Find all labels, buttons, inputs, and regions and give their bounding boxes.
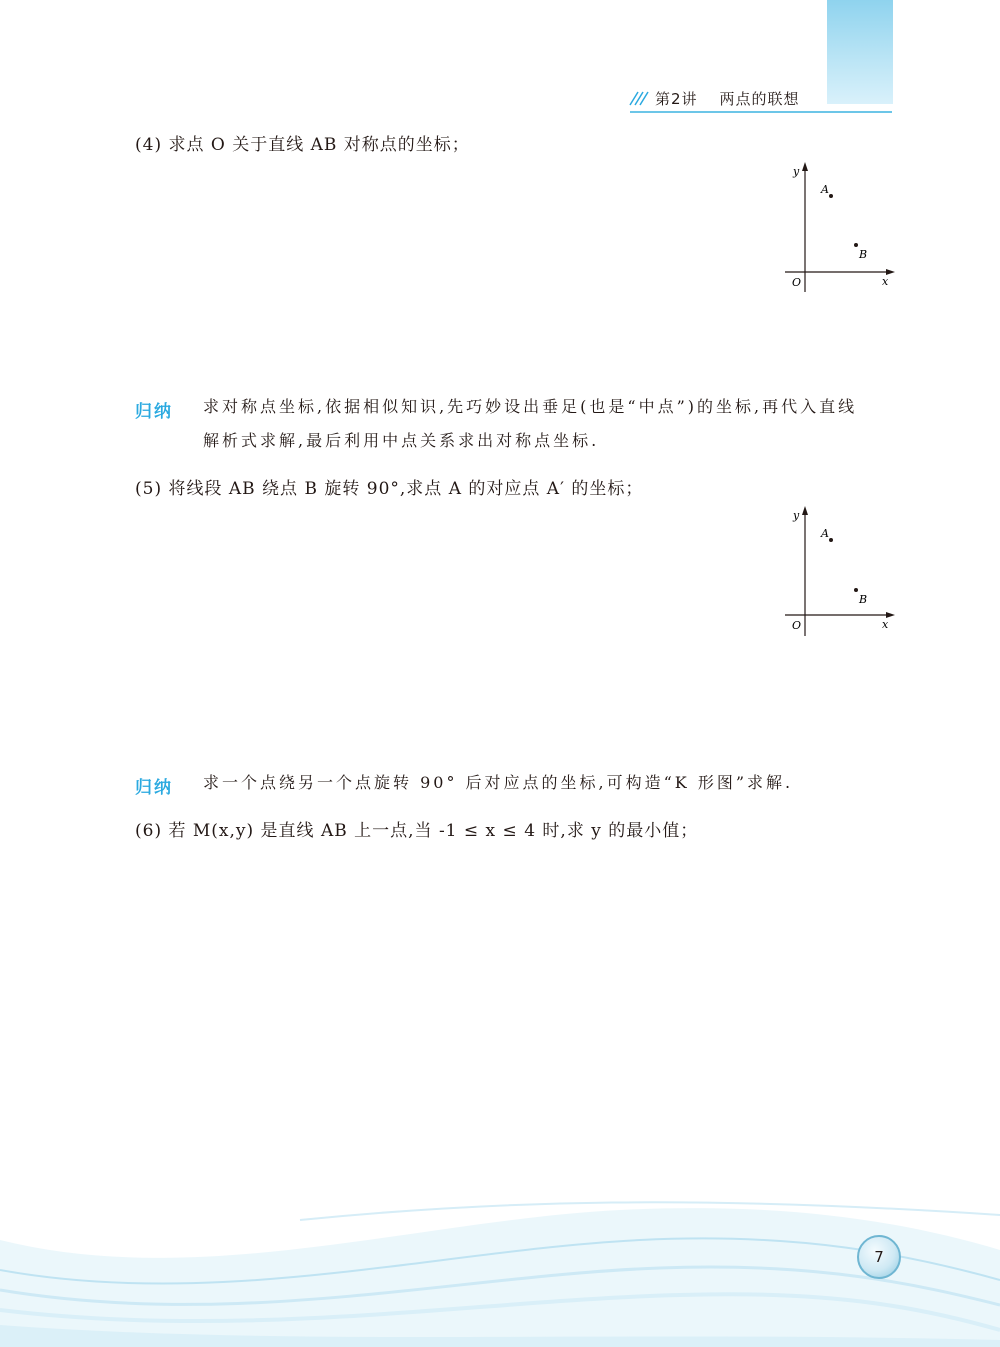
question-6: (6) 若 M(x,y) 是直线 AB 上一点,当 -1 ≤ x ≤ 4 时,求 y 的最小值； — [135, 821, 699, 841]
page-number: 7 — [857, 1235, 901, 1279]
chapter-title: 两点的联想 — [719, 90, 800, 108]
coordinate-graph-2 — [775, 504, 900, 639]
stripes-icon — [628, 90, 650, 106]
question-5: (5) 将线段 AB 绕点 B 旋转 90°,求点 A 的对应点 A′ 的坐标； — [135, 479, 644, 499]
summary-1-line-2: 解析式求解,最后利用中点关系求出对称点坐标. — [203, 431, 600, 450]
footer-wave-decoration — [0, 1180, 1000, 1347]
point-b — [854, 588, 858, 592]
point-a — [829, 538, 833, 542]
summary-tag-1: 归纳 — [135, 402, 173, 422]
y-axis-label: y — [793, 165, 800, 178]
origin-label: O — [792, 619, 802, 632]
summary-1 — [203, 390, 857, 458]
point-a-label: A — [821, 183, 829, 196]
origin-label: O — [792, 276, 802, 289]
summary-1-line-1: 求对称点坐标,依据相似知识,先巧妙设出垂足(也是“中点”)的坐标,再代入直线 — [203, 397, 858, 416]
point-b-label: B — [859, 593, 868, 606]
coordinate-graph-1 — [775, 160, 900, 295]
summary-tag-2: 归纳 — [135, 778, 173, 798]
header-tab-decoration — [827, 0, 893, 104]
chapter-number: 第2讲 — [655, 90, 698, 108]
point-a — [829, 194, 833, 198]
x-axis-label: x — [882, 618, 889, 631]
point-a-label: A — [821, 527, 829, 540]
summary-2: 求一个点绕另一个点旋转 90° 后对应点的坐标,可构造“K 形图”求解. — [203, 773, 794, 792]
x-axis-label: x — [882, 275, 889, 288]
chapter-header — [655, 88, 800, 109]
point-b — [854, 243, 858, 247]
y-axis-label: y — [793, 509, 800, 522]
point-b-label: B — [859, 248, 868, 261]
question-4: (4) 求点 O 关于直线 AB 对称点的坐标； — [135, 135, 470, 155]
header-rule — [630, 111, 892, 113]
